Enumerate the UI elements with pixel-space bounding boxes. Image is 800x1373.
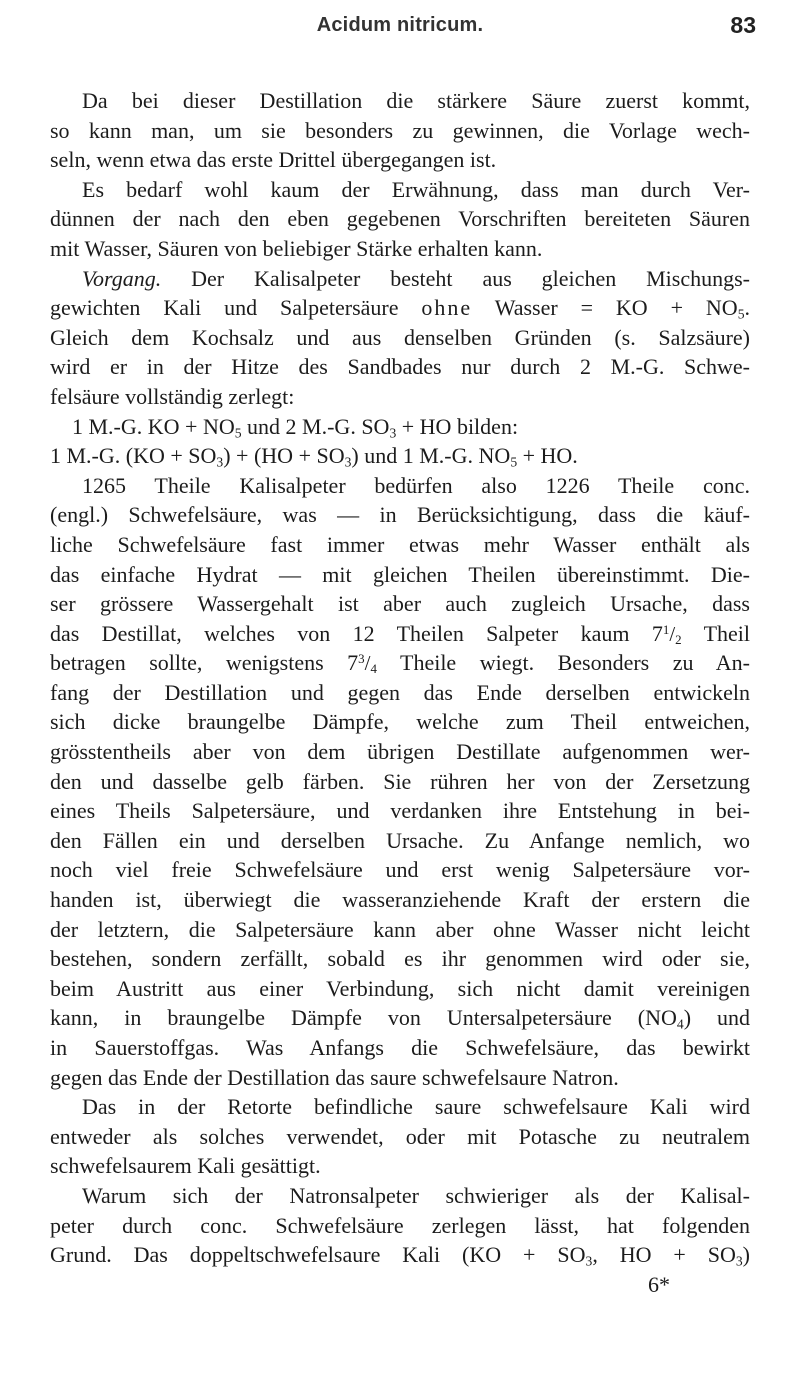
fraction: $^1/_2$ xyxy=(662,621,682,647)
text-line: 1265 Theile Kalisalpeter bedürfen also 1226 Theile conc. xyxy=(82,472,750,498)
text-line: dünnen der nach den eben gegebenen Vorschriften bereiteten Säuren xyxy=(50,206,750,232)
text-line: liche Schwefelsäure fast immer etwas mehr Wasser enthält als xyxy=(50,531,750,557)
text-line: so kann man, um sie besonders zu gewinnen, die Vorlage wech- xyxy=(50,117,750,143)
text-line: das Destillat, welches von 12 Theilen Salpeter kaum $7^1/_2$ Theil xyxy=(50,620,750,647)
text-line: das einfache Hydrat — mit gleichen Theilen übereinstimmt. Die- xyxy=(50,561,750,587)
emphasis-ohne: ohne xyxy=(421,295,473,321)
text-line: eines Theils Salpetersäure, und verdanken ihre Entstehung in bei- xyxy=(50,798,750,824)
text-line: handen ist, überwiegt die wasseranziehende Kraft der erstern die xyxy=(50,887,750,913)
text-line: sich dicke braungelbe Dämpfe, welche zum Theil entweichen, xyxy=(50,709,750,735)
text-line: Warum sich der Natronsalpeter schwieriger als der Kalisal- xyxy=(82,1182,750,1208)
section-heading-vorgang: Vorgang. xyxy=(82,265,162,291)
text-line: Das in der Retorte befindliche saure schwefelsaure Kali wird xyxy=(82,1094,750,1120)
text-line: den Fällen ein und derselben Ursache. Zu Anfange nemlich, wo xyxy=(50,827,750,853)
text-line: seln, wenn etwa das erste Drittel übergegangen ist. xyxy=(50,147,497,173)
text-line: der letztern, die Salpetersäure kann aber ohne Wasser nicht leicht xyxy=(50,916,750,942)
text-line: felsäure vollständig zerlegt: xyxy=(50,383,295,409)
page-number: 83 xyxy=(730,12,756,38)
fraction: $^3/_4$ xyxy=(358,651,377,677)
text-line: betragen sollte, wenigstens $7^3/_4$ Theile wiegt. Besonders zu An- xyxy=(50,650,750,677)
text-line: den und dasselbe gelb färben. Sie rühren her von der Zersetzung xyxy=(50,768,750,794)
text-line: fang der Destillation und gegen das Ende derselben entwickeln xyxy=(50,679,750,705)
text-line: Es bedarf wohl kaum der Erwähnung, dass man durch Ver- xyxy=(82,176,750,202)
text-line: Da bei dieser Destillation die stärkere Säure zuerst kommt, xyxy=(82,88,750,113)
text-line: noch viel freie Schwefelsäure und erst wenig Salpetersäure vor- xyxy=(50,857,750,883)
text-line: schwefelsaurem Kali gesättigt. xyxy=(50,1153,321,1179)
text-line: entweder als solches verwendet, oder mit Potasche zu neutralem xyxy=(50,1123,750,1149)
text-line: Grund. Das doppeltschwefelsaure Kali ($KO + SO_3$, HO + $SO_3$) xyxy=(50,1242,750,1269)
formula-line: 1 M.-G. KO + $NO_5$ und 2 M.-G. $SO_3$ + HO bilden: xyxy=(72,413,519,440)
text-line: (engl.) Schwefelsäure, was — in Berücksichtigung, dass die käuf- xyxy=(50,502,750,528)
text-line: bestehen, sondern zerfällt, sobald es ihr genommen wird oder sie, xyxy=(50,946,750,972)
text-line: wird er in der Hitze des Sandbades nur durch 2 M.-G. Schwe- xyxy=(50,354,750,380)
text-line: mit Wasser, Säuren von beliebiger Stärke erhalten kann. xyxy=(50,235,543,261)
text-line: gewichten Kali und Salpetersäure ohne Wasser = KO + $NO_5$. xyxy=(50,295,750,322)
page-header xyxy=(0,8,800,48)
text-line: in Sauerstoffgas. Was Anfangs die Schwefelsäure, das bewirkt xyxy=(50,1035,750,1060)
text-line: grösstentheils aber von dem übrigen Destillate aufgenommen wer- xyxy=(50,739,750,765)
signature-mark: 6* xyxy=(648,1271,670,1297)
text-line: ser grössere Wassergehalt ist aber auch zugleich Ursache, dass xyxy=(50,591,750,617)
text-line: Gleich dem Kochsalz und aus denselben Gründen (s. Salzsäure) xyxy=(50,324,750,350)
text-line: Vorgang. Der Kalisalpeter besteht aus gleichen Mischungs- xyxy=(82,265,750,291)
text-line: kann, in braungelbe Dämpfe von Untersalpetersäure $(NO_4)$ und xyxy=(50,1005,750,1032)
running-title: Acidum nitricum. xyxy=(316,14,484,36)
text-line: gegen das Ende der Destillation das saure schwefelsaure Natron. xyxy=(50,1064,619,1090)
text-line: beim Austritt aus einer Verbindung, sich nicht damit vereinigen xyxy=(50,975,750,1001)
formula-line: 1 M.-G. $(KO + SO_3) + (HO + SO_3)$ und 1 M.-G. $NO_5$ + HO. xyxy=(50,443,578,470)
text-line: peter durch conc. Schwefelsäure zerlegen lässt, hat folgenden xyxy=(50,1212,750,1238)
body-text xyxy=(50,86,750,1299)
